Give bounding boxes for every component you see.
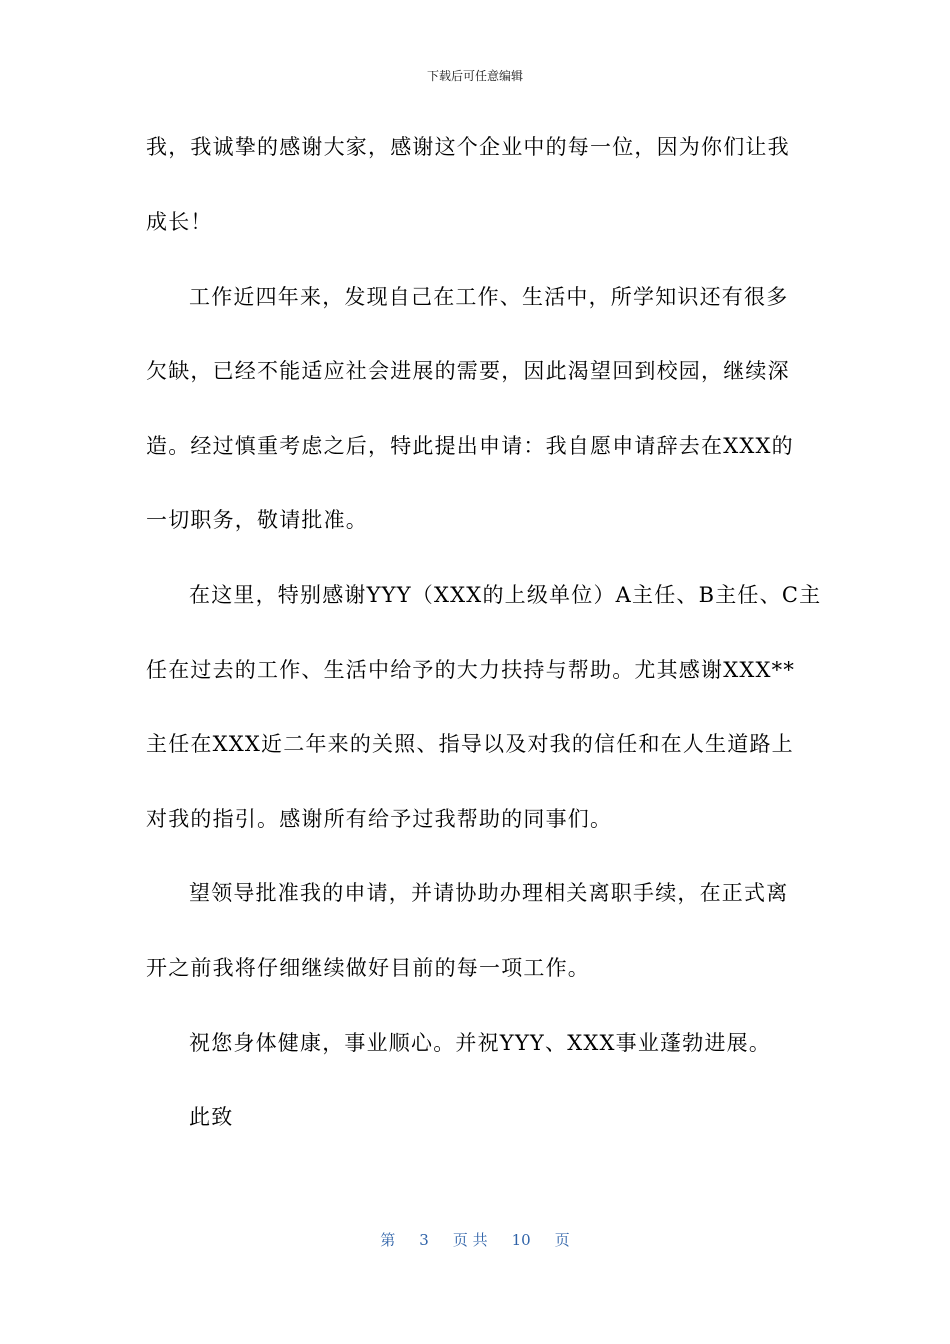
- body-line: 对我的指引。感谢所有给予过我帮助的同事们。: [146, 807, 613, 831]
- body-line: 造。经过慎重考虑之后，特此提出申请：我自愿申请辞去在XXX的: [146, 434, 794, 458]
- body-line: 祝您身体健康，事业顺心。并祝YYY、XXX事业蓬勃进展。: [189, 1031, 772, 1055]
- body-line: 在这里，特别感谢YYY（XXX的上级单位）A主任、B主任、C主: [189, 583, 822, 607]
- body-line: 我，我诚挚的感谢大家，感谢这个企业中的每一位，因为你们让我: [146, 135, 790, 159]
- page-footer: [0, 1229, 950, 1250]
- footer-total-pages: 10: [511, 1231, 531, 1249]
- body-line: 任在过去的工作、生活中给予的大力扶持与帮助。尤其感谢XXX**: [146, 658, 796, 682]
- body-line: 望领导批准我的申请，并请协助办理相关离职手续，在正式离: [189, 881, 789, 905]
- body-line: 欠缺，已经不能适应社会进展的需要，因此渴望回到校园，继续深: [146, 359, 790, 383]
- page-header: 下载后可任意编辑: [426, 69, 523, 83]
- footer-label-page: 第: [380, 1231, 396, 1249]
- body-line: 成长！: [146, 210, 213, 234]
- body-line: 主任在XXX近二年来的关照、指导以及对我的信任和在人生道路上: [146, 732, 794, 756]
- body-line: 开之前我将仔细继续做好目前的每一项工作。: [146, 956, 590, 980]
- footer-page-number: 3: [419, 1231, 429, 1249]
- body-line: 此致: [189, 1105, 234, 1129]
- footer-label-total: 页 共: [452, 1231, 488, 1249]
- body-line: 工作近四年来，发现自己在工作、生活中，所学知识还有很多: [189, 285, 789, 309]
- body-line: 一切职务，敬请批准。: [146, 508, 368, 532]
- footer-label-end: 页: [554, 1231, 570, 1249]
